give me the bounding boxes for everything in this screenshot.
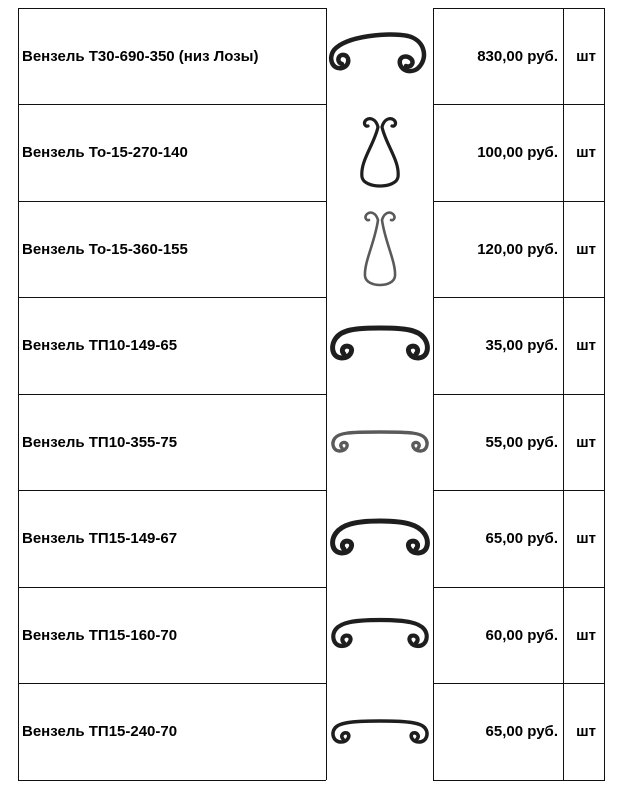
product-unit: шт [576, 530, 596, 548]
product-image [327, 587, 433, 684]
product-price: 100,00 руб. [477, 144, 558, 162]
table-row [0, 8, 636, 105]
product-unit: шт [576, 144, 596, 162]
c-scroll-icon [328, 422, 432, 462]
product-unit: шт [576, 723, 596, 741]
product-price: 65,00 руб. [485, 723, 558, 741]
product-price: 120,00 руб. [477, 240, 558, 258]
product-image [327, 298, 433, 395]
table-row [0, 105, 636, 202]
row-line [433, 780, 605, 781]
product-name: Вензель ТП10-355-75 [22, 433, 178, 451]
product-price: 65,00 руб. [485, 530, 558, 548]
product-price: 35,00 руб. [485, 337, 558, 355]
c-scroll-icon [328, 513, 432, 565]
table-row [0, 587, 636, 684]
product-name: Вензель ТП10-149-65 [22, 337, 178, 355]
product-image [327, 684, 433, 781]
product-unit: шт [576, 433, 596, 451]
product-unit: шт [576, 626, 596, 644]
product-name: Вензель ТП15-160-70 [22, 626, 178, 644]
c-scroll-icon [328, 711, 432, 753]
product-name: Вензель Т30-690-350 (низ Лозы) [22, 47, 259, 65]
c-scroll-icon [328, 320, 432, 372]
product-image [327, 201, 433, 298]
row-line [18, 780, 326, 781]
table-row [0, 201, 636, 298]
product-unit: шт [576, 337, 596, 355]
table-row [0, 684, 636, 781]
table-row [0, 298, 636, 395]
product-name: Вензель ТП15-240-70 [22, 723, 178, 741]
product-name: Вензель То-15-360-155 [22, 240, 188, 258]
product-price: 60,00 руб. [485, 626, 558, 644]
product-price: 55,00 руб. [485, 433, 558, 451]
scroll-spiral-icon [328, 26, 432, 86]
table-row [0, 394, 636, 491]
product-image [327, 8, 433, 105]
product-image [327, 394, 433, 491]
drop-scroll-icon [356, 111, 404, 195]
product-name: Вензель ТП15-149-67 [22, 530, 178, 548]
product-unit: шт [576, 240, 596, 258]
drop-scroll-icon [358, 206, 402, 292]
c-scroll-icon [328, 611, 432, 659]
product-unit: шт [576, 47, 596, 65]
product-price: 830,00 руб. [477, 47, 558, 65]
product-image [327, 105, 433, 202]
product-image [327, 491, 433, 588]
table-row [0, 491, 636, 588]
product-name: Вензель То-15-270-140 [22, 144, 188, 162]
